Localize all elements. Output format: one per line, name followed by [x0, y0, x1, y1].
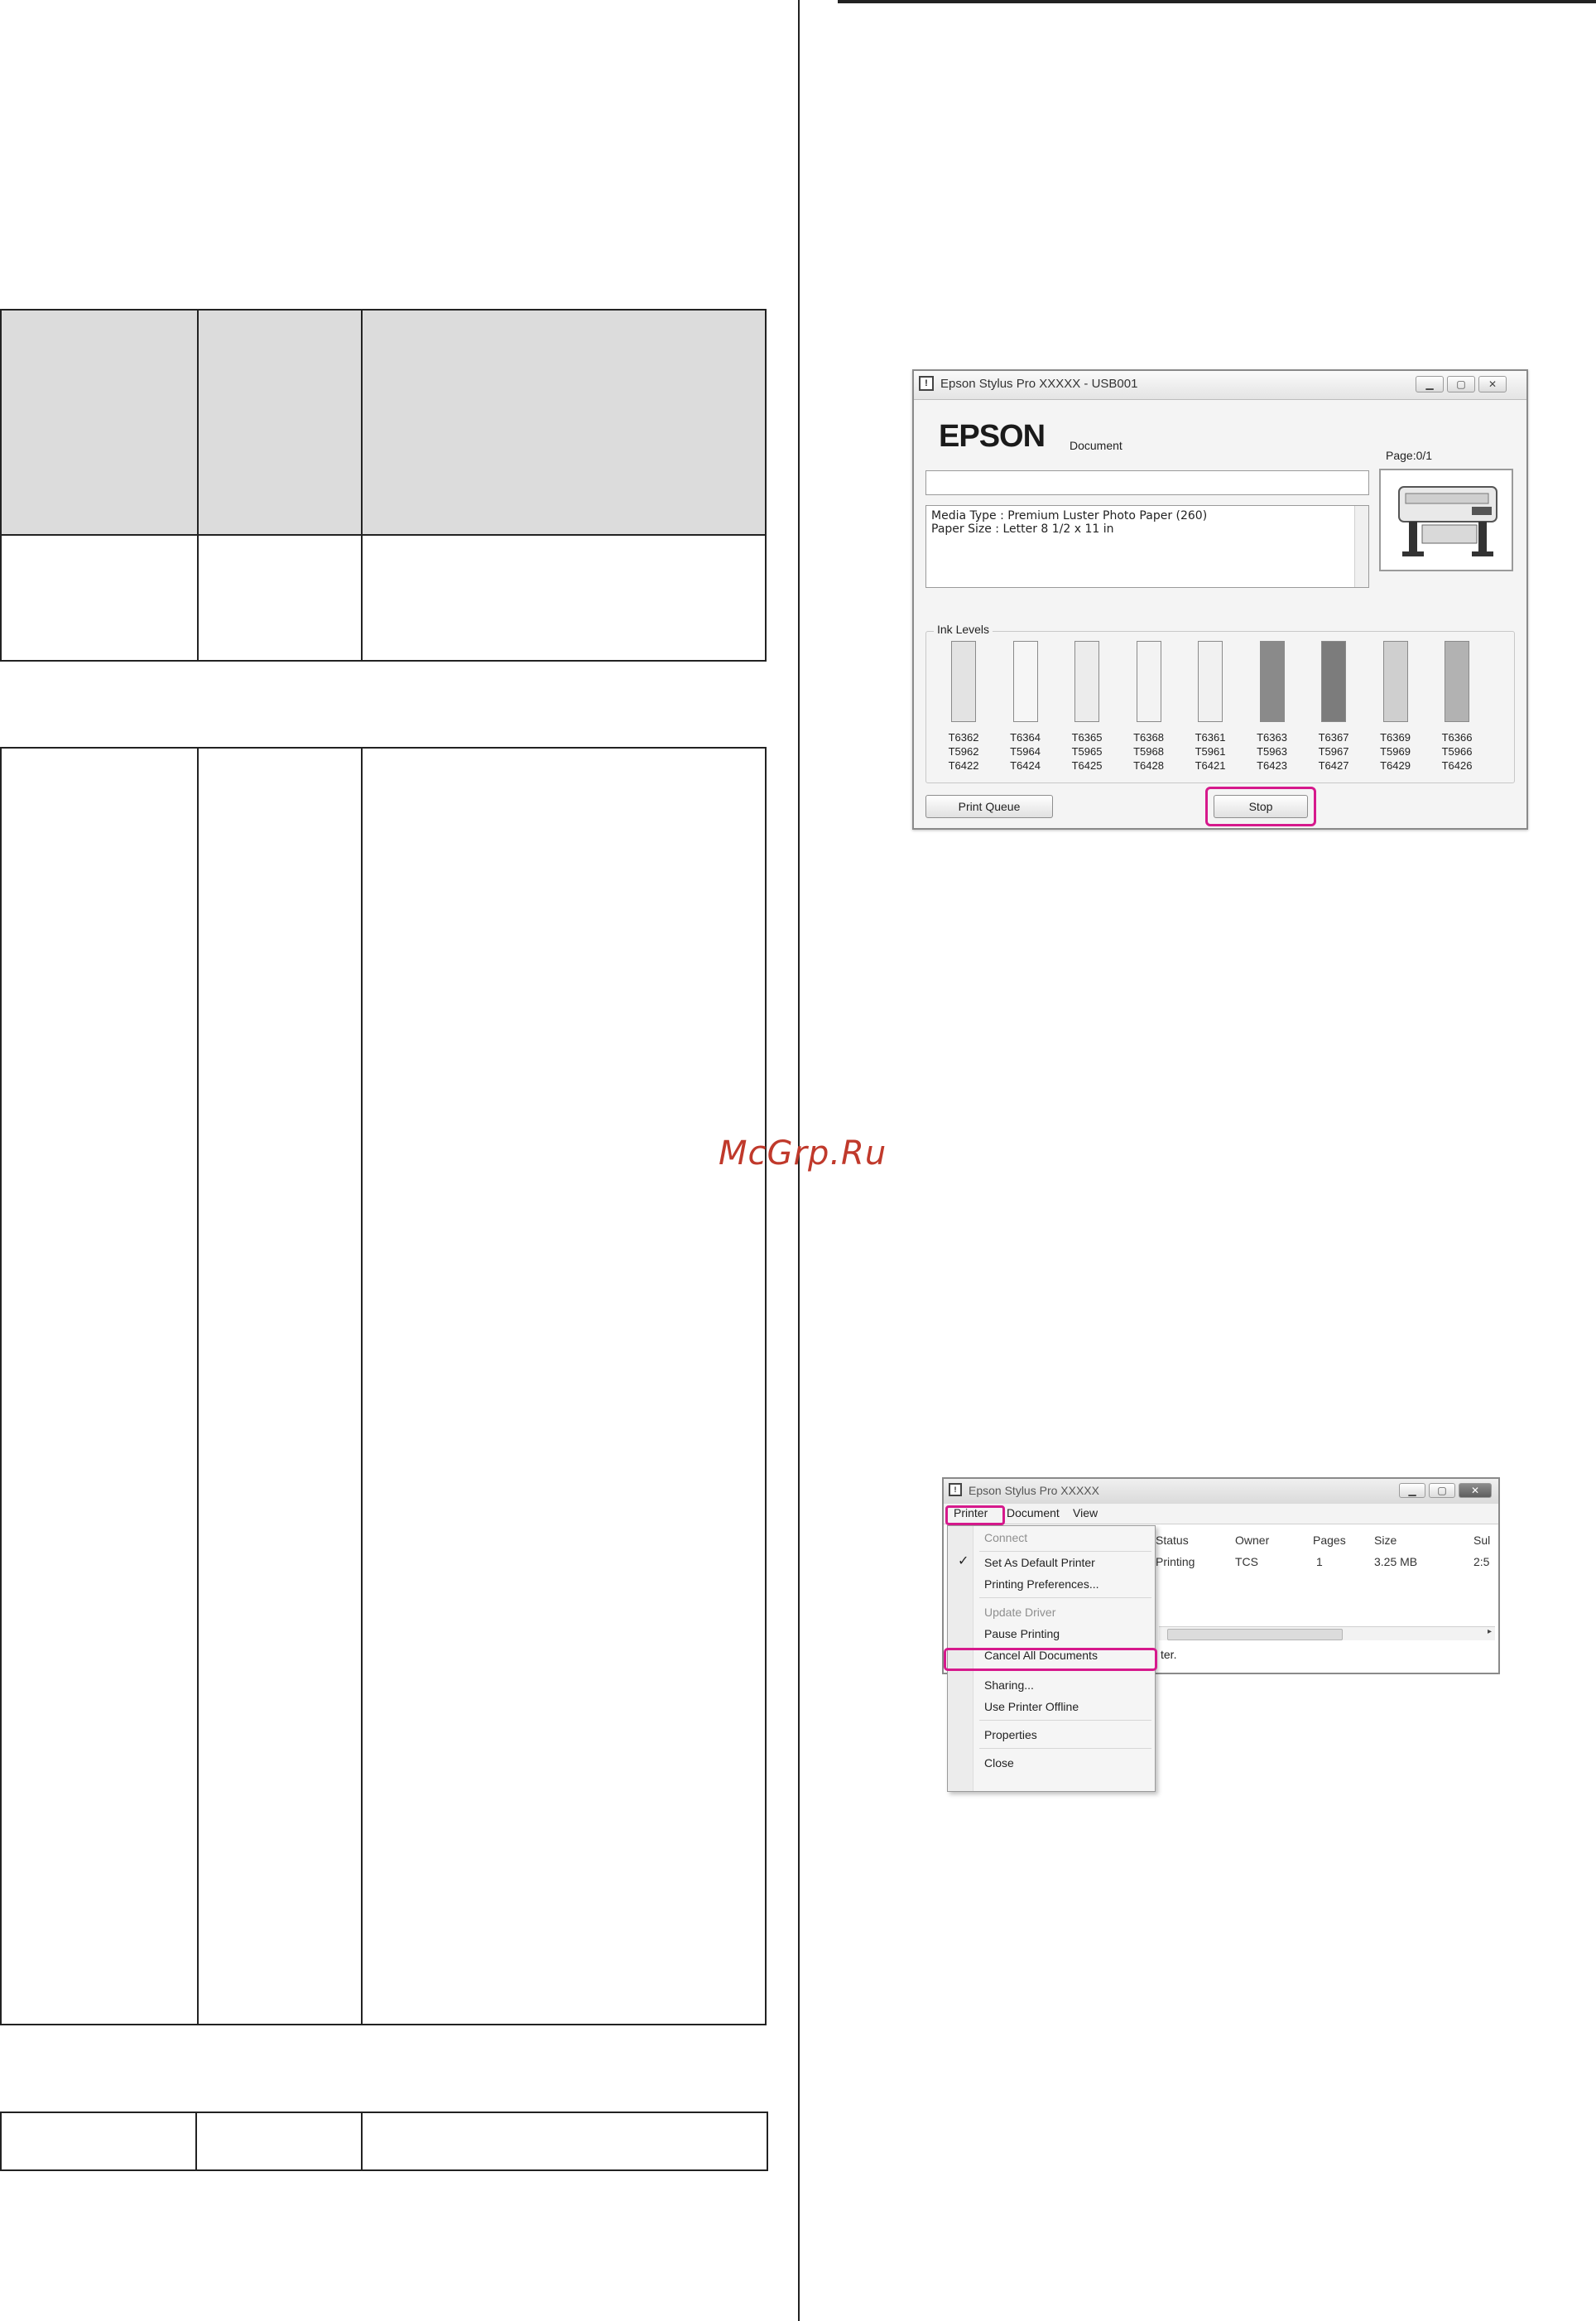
ink-code: T5966 [1441, 745, 1473, 758]
queue-status-text: ter. [1161, 1648, 1177, 1661]
ink-level-bar [1260, 641, 1285, 722]
menu-item-cancel-all-documents[interactable]: Cancel All Documents [984, 1649, 1098, 1662]
job-status: Printing [1156, 1555, 1195, 1568]
ink-code: T6424 [1010, 759, 1041, 772]
menu-printer[interactable]: Printer [954, 1506, 988, 1519]
menu-item-update-driver[interactable]: Update Driver [984, 1606, 1056, 1619]
ink-code: T6429 [1380, 759, 1411, 772]
ink-codes [1314, 730, 1353, 773]
job-submitted: 2:5 [1473, 1555, 1490, 1568]
table-3-col-divider-1 [195, 2113, 197, 2169]
ink-level-bar [1013, 641, 1038, 722]
job-pages: 1 [1316, 1555, 1323, 1568]
menu-document[interactable]: Document [1007, 1506, 1060, 1519]
queue-close-button[interactable]: ✕ [1459, 1483, 1492, 1498]
ink-code: T5968 [1133, 745, 1164, 758]
queue-titlebar [944, 1479, 1498, 1505]
ink-cartridge [1190, 641, 1230, 773]
ink-code: T5963 [1257, 745, 1287, 758]
menu-item-connect[interactable]: Connect [984, 1531, 1028, 1544]
table-2 [0, 747, 767, 2025]
ink-codes [1129, 730, 1169, 773]
ink-level-bar [951, 641, 976, 722]
ink-levels-label: Ink Levels [934, 623, 993, 636]
media-type-line: Media Type : Premium Luster Photo Paper (260) [931, 509, 1208, 522]
menu-item-sharing[interactable]: Sharing... [984, 1678, 1034, 1692]
scrollbar-thumb[interactable] [1167, 1629, 1343, 1640]
status-window-title: Epson Stylus Pro XXXXX - USB001 [940, 377, 1138, 391]
minimize-button[interactable]: ▁ [1416, 376, 1444, 392]
ink-code: T6423 [1257, 759, 1287, 772]
print-queue-button[interactable]: Print Queue [925, 795, 1053, 818]
ink-code: T6428 [1133, 759, 1164, 772]
ink-code: T6426 [1441, 759, 1473, 772]
table-2-col-divider-1 [197, 749, 199, 2024]
ink-code: T6362 [948, 731, 979, 744]
ink-level-bar [1074, 641, 1099, 722]
ink-code: T5969 [1380, 745, 1411, 758]
ink-level-bar [1445, 641, 1469, 722]
table-1-header-row [2, 311, 765, 534]
queue-status-bar [1159, 1644, 1495, 1669]
ink-code: T5962 [948, 745, 979, 758]
table-3-col-divider-2 [361, 2113, 363, 2169]
ink-level-bar [1321, 641, 1346, 722]
ink-code: T6366 [1441, 731, 1473, 744]
epson-logo: EPSON [939, 419, 1046, 454]
info-scrollbar[interactable] [1354, 506, 1368, 587]
document-label: Document [1070, 439, 1122, 452]
ink-code: T6425 [1071, 759, 1103, 772]
ink-code: T6365 [1071, 731, 1103, 744]
ink-code: T6364 [1010, 731, 1041, 744]
ink-code: T6369 [1380, 731, 1411, 744]
table-1-col-divider-2 [361, 311, 363, 660]
job-info-box [925, 505, 1369, 588]
stop-button[interactable]: Stop [1214, 795, 1308, 818]
menu-separator [979, 1551, 1151, 1552]
checkmark-icon: ✓ [958, 1554, 969, 1568]
maximize-button[interactable]: ▢ [1447, 376, 1475, 392]
status-window-titlebar [914, 371, 1526, 400]
column-status[interactable]: Status [1156, 1534, 1189, 1547]
menu-view[interactable]: View [1073, 1506, 1098, 1519]
ink-code: T6367 [1318, 731, 1349, 744]
paper-size-line: Paper Size : Letter 8 1/2 x 11 in [931, 522, 1114, 536]
ink-cartridge [1252, 641, 1292, 773]
ink-level-bar [1198, 641, 1223, 722]
ink-code: T6427 [1318, 759, 1349, 772]
ink-code: T6361 [1195, 731, 1226, 744]
menu-item-properties[interactable]: Properties [984, 1728, 1037, 1741]
job-owner: TCS [1235, 1555, 1258, 1568]
printer-app-icon: ! [949, 1483, 962, 1496]
column-size[interactable]: Size [1374, 1534, 1397, 1547]
ink-cartridge [944, 641, 983, 773]
queue-horizontal-scrollbar[interactable] [1159, 1626, 1495, 1640]
ink-level-bar [1383, 641, 1408, 722]
table-2-col-divider-2 [361, 749, 363, 2024]
menu-item-pause-printing[interactable]: Pause Printing [984, 1627, 1060, 1640]
ink-code: T6363 [1257, 731, 1287, 744]
status-monitor-window [912, 369, 1528, 830]
column-submitted[interactable]: Sul [1473, 1534, 1491, 1547]
menu-item-printing-preferences[interactable]: Printing Preferences... [984, 1577, 1099, 1591]
ink-code: T5965 [1071, 745, 1103, 758]
column-owner[interactable]: Owner [1235, 1534, 1270, 1547]
ink-cartridge [1006, 641, 1046, 773]
ink-codes [1067, 730, 1107, 773]
queue-maximize-button[interactable]: ▢ [1429, 1483, 1455, 1498]
column-pages[interactable]: Pages [1313, 1534, 1346, 1547]
menu-item-set-default[interactable]: Set As Default Printer [984, 1556, 1095, 1569]
ink-code: T5964 [1010, 745, 1041, 758]
page-label: Page:0/1 [1386, 449, 1433, 462]
header-rule [838, 0, 1596, 3]
ink-codes [1006, 730, 1046, 773]
cancel-all-highlight [944, 1648, 1157, 1671]
stop-highlight [1205, 787, 1316, 826]
ink-cartridge [1314, 641, 1353, 773]
ink-codes [944, 730, 983, 773]
scroll-right-arrow-icon[interactable]: ▸ [1487, 1627, 1492, 1636]
ink-code: T5961 [1195, 745, 1226, 758]
ink-cartridge [1129, 641, 1169, 773]
table-3 [0, 2112, 768, 2171]
table-1 [0, 309, 767, 662]
menu-separator [979, 1597, 1151, 1598]
ink-cartridge [1437, 641, 1477, 773]
ink-cartridge [1376, 641, 1416, 773]
close-button[interactable]: ✕ [1478, 376, 1507, 392]
ink-level-bar [1137, 641, 1161, 722]
ink-codes [1376, 730, 1416, 773]
ink-codes [1437, 730, 1477, 773]
table-1-row-divider [2, 534, 765, 536]
ink-codes [1190, 730, 1230, 773]
menu-item-use-offline[interactable]: Use Printer Offline [984, 1700, 1079, 1713]
job-size: 3.25 MB [1374, 1555, 1418, 1568]
ink-cartridge [1067, 641, 1107, 773]
table-1-col-divider-1 [197, 311, 199, 660]
queue-menubar [944, 1504, 1498, 1524]
menu-separator [979, 1748, 1151, 1749]
queue-minimize-button[interactable]: ▁ [1399, 1483, 1425, 1498]
ink-code: T5967 [1318, 745, 1349, 758]
ink-code: T6421 [1195, 759, 1226, 772]
printer-menu-highlight [945, 1505, 1005, 1525]
watermark: McGrp.Ru [719, 1134, 887, 1173]
printer-illustration-icon [1381, 470, 1512, 570]
printer-image [1379, 469, 1513, 571]
document-field [925, 470, 1369, 495]
ink-codes [1252, 730, 1292, 773]
menu-item-close[interactable]: Close [984, 1756, 1014, 1770]
menu-separator [979, 1720, 1151, 1721]
ink-code: T6422 [948, 759, 979, 772]
queue-window-title: Epson Stylus Pro XXXXX [969, 1484, 1099, 1497]
ink-code: T6368 [1133, 731, 1164, 744]
printer-app-icon: ! [919, 376, 934, 391]
